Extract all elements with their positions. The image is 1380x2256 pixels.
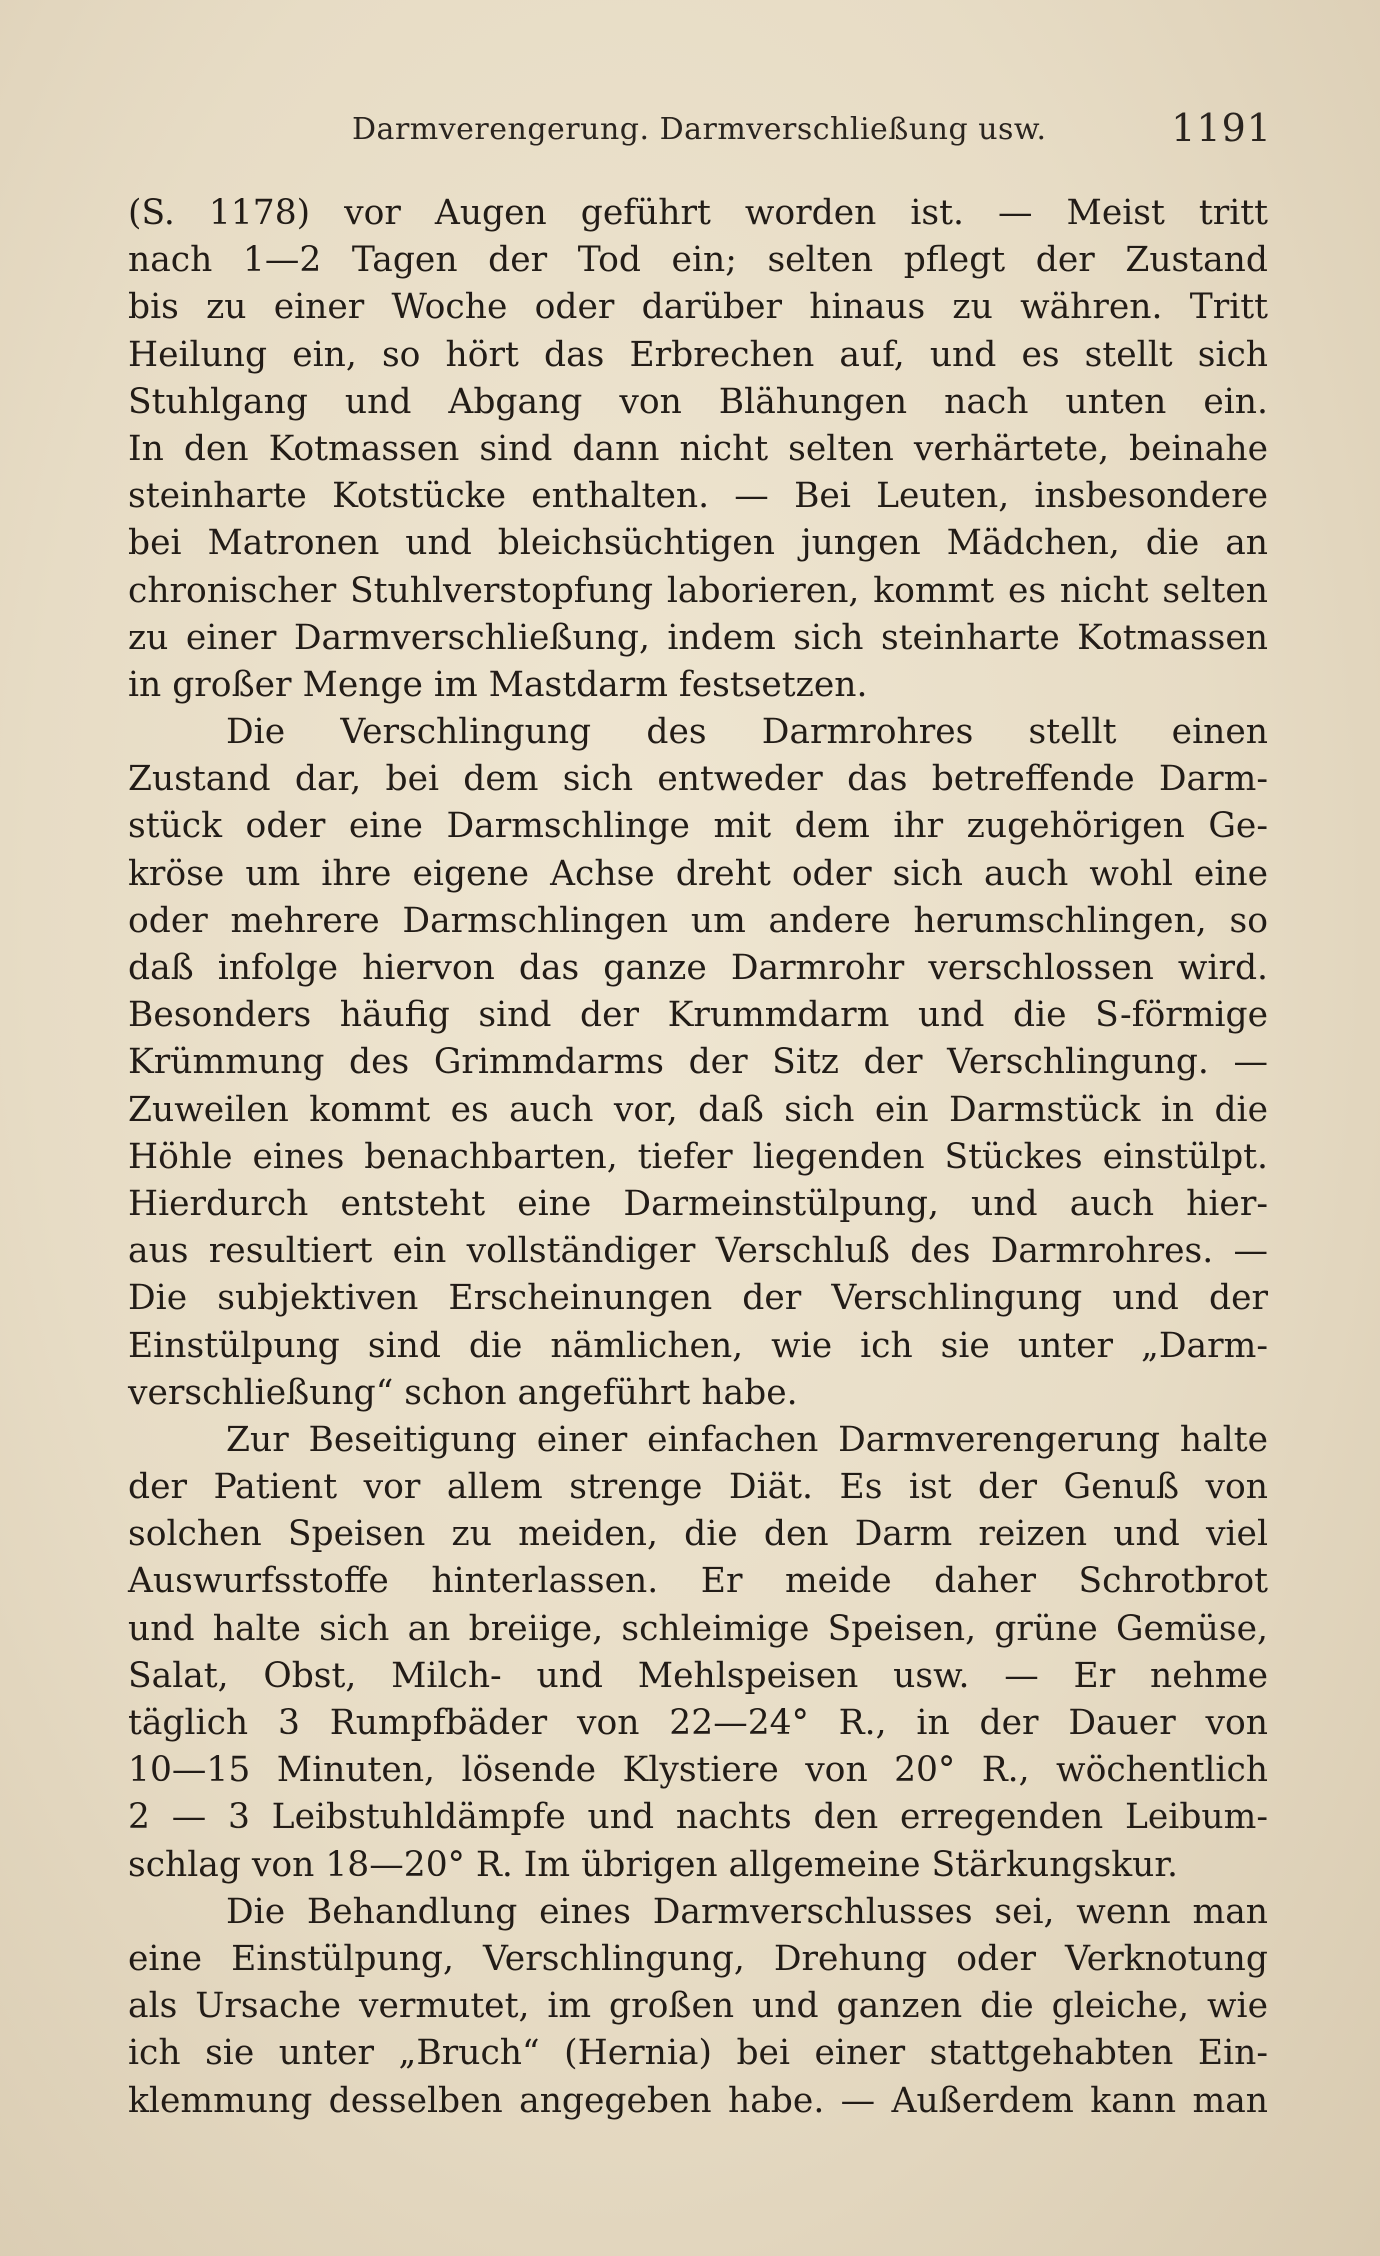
text-line: stück oder eine Darmschlinge mit dem ihr zugehörigen Ge- xyxy=(128,806,1268,847)
running-title: Darmverengerung. Darmverschließung usw. xyxy=(352,112,1047,147)
text-line: Höhle eines benachbarten, tiefer liegenden Stückes einstülpt. xyxy=(128,1136,1268,1177)
text-line: (S. 1178) vor Augen geführt worden ist. — Meist tritt xyxy=(128,193,1268,233)
text-line: bei Matronen und bleichsüchtigen jungen Mädchen, die an xyxy=(128,523,1268,564)
text-line: Einstülpung sind die nämlichen, wie ich sie unter „Darm- xyxy=(128,1325,1268,1366)
text-line: oder mehrere Darmschlingen um andere herumschlingen, so xyxy=(128,900,1268,941)
text-line: in großer Menge im Mastdarm festsetzen. xyxy=(128,664,868,705)
text-line: eine Einstülpung, Verschlingung, Drehung oder Verknotung xyxy=(128,1938,1268,1979)
page-header xyxy=(352,100,1272,160)
text-line: daß infolge hiervon das ganze Darmrohr verschlossen wird. xyxy=(128,948,1268,988)
text-line: nach 1—2 Tagen der Tod ein; selten pflegt der Zustand xyxy=(128,240,1268,281)
text-line: In den Kotmassen sind dann nicht selten verhärtete, beinahe xyxy=(128,428,1268,469)
text-line: zu einer Darmverschließung, indem sich steinharte Kotmassen xyxy=(128,617,1268,658)
body-text xyxy=(128,190,1268,2125)
text-line: Die Verschlingung des Darmrohres stellt einen xyxy=(226,712,1268,753)
text-line: Heilung ein, so hört das Erbrechen auf, und es stellt sich xyxy=(128,334,1268,375)
text-line: Hierdurch entsteht eine Darmeinstülpung, und auch hier- xyxy=(128,1183,1268,1224)
text-line: solchen Speisen zu meiden, die den Darm reizen und viel xyxy=(128,1514,1268,1555)
text-line: schlag von 18—20° R. Im übrigen allgemeine Stärkungskur. xyxy=(128,1844,1178,1885)
text-line: Zur Beseitigung einer einfachen Darmverengerung halte xyxy=(226,1419,1268,1460)
text-line: ich sie unter „Bruch“ (Hernia) bei einer stattgehabten Ein- xyxy=(128,2033,1268,2074)
text-line: als Ursache vermutet, im großen und ganzen die gleiche, wie xyxy=(128,1986,1268,2027)
text-line: Besonders häufig sind der Krummdarm und die S-förmige xyxy=(128,995,1268,1036)
text-line: Auswurfsstoffe hinterlassen. Er meide daher Schrotbrot xyxy=(128,1561,1268,1602)
text-line: und halte sich an breiige, schleimige Speisen, grüne Gemüse, xyxy=(128,1608,1268,1649)
page-number: 1191 xyxy=(1171,106,1272,150)
text-line: steinharte Kotstücke enthalten. — Bei Leuten, insbesondere xyxy=(128,476,1268,517)
text-line: Zustand dar, bei dem sich entweder das betreffende Darm- xyxy=(128,759,1268,800)
text-line: bis zu einer Woche oder darüber hinaus zu währen. Tritt xyxy=(128,287,1268,328)
text-line: Die subjektiven Erscheinungen der Verschlingung und der xyxy=(128,1278,1268,1319)
text-line: kröse um ihre eigene Achse dreht oder sich auch wohl eine xyxy=(128,853,1268,894)
text-line: verschließung“ schon angeführt habe. xyxy=(128,1372,798,1413)
text-line: 10—15 Minuten, lösende Klystiere von 20° R., wöchentlich xyxy=(128,1750,1268,1791)
text-line: täglich 3 Rumpfbäder von 22—24° R., in der Dauer von xyxy=(128,1703,1268,1743)
text-line: aus resultiert ein vollständiger Verschluß des Darmrohres. — xyxy=(128,1231,1268,1272)
text-line: Die Behandlung eines Darmverschlusses sei, wenn man xyxy=(226,1891,1268,1932)
text-line: der Patient vor allem strenge Diät. Es ist der Genuß von xyxy=(128,1467,1268,1508)
text-line: 2 — 3 Leibstuhldämpfe und nachts den erregenden Leibum- xyxy=(128,1797,1268,1838)
text-line: Stuhlgang und Abgang von Blähungen nach unten ein. xyxy=(128,381,1268,422)
text-line: Zuweilen kommt es auch vor, daß sich ein Darmstück in die xyxy=(128,1089,1268,1130)
text-line: Salat, Obst, Milch- und Mehlspeisen usw. — Er nehme xyxy=(128,1655,1268,1696)
text-line: Krümmung des Grimmdarms der Sitz der Verschlingung. — xyxy=(128,1042,1268,1083)
text-line: klemmung desselben angegeben habe. — Außerdem kann man xyxy=(128,2080,1268,2121)
text-line: chronischer Stuhlverstopfung laborieren, kommt es nicht selten xyxy=(128,570,1268,611)
